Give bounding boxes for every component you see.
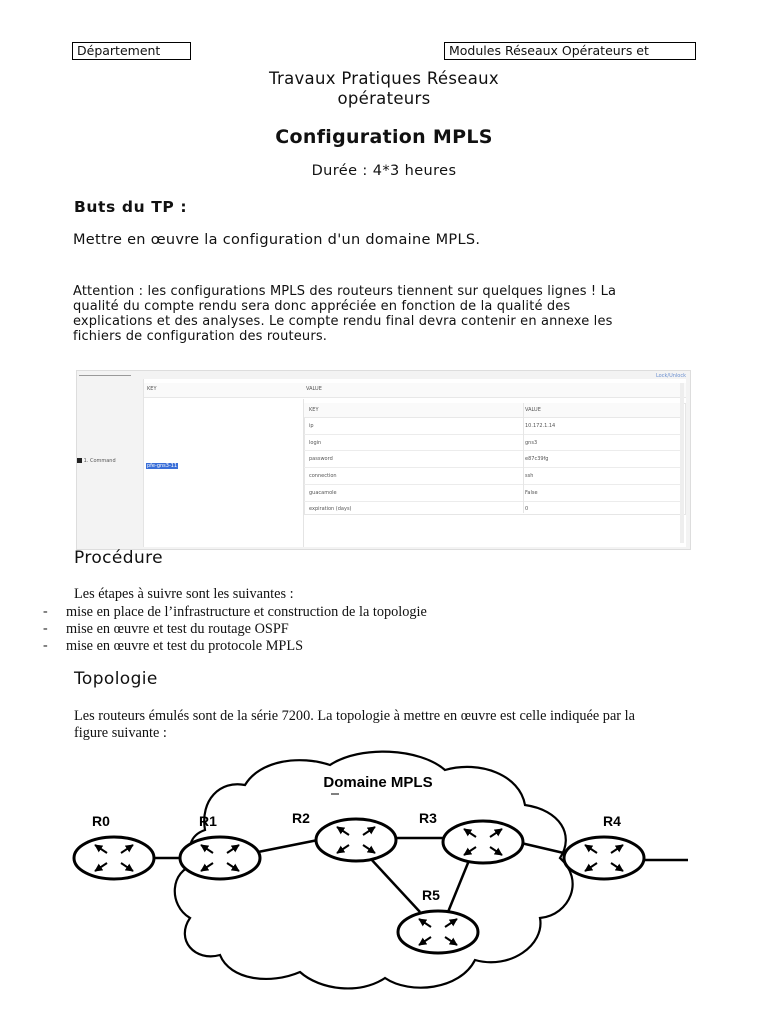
list-bullet: -	[43, 621, 48, 636]
attention-line: qualité du compte rendu sera donc appréciée en fonction de la qualité des	[73, 299, 571, 314]
topologie-heading: Topologie	[74, 669, 158, 689]
router-label-r2: R2	[292, 810, 310, 826]
checkbox-icon[interactable]	[77, 458, 82, 463]
screenshot-tab-line	[79, 371, 131, 376]
router-label-r3: R3	[419, 810, 437, 826]
column-divider	[523, 403, 524, 513]
row-key: ip	[309, 423, 314, 429]
topologie-text-line: Les routeurs émulés sont de la série 7200. La topologie à mettre en œuvre est celle indiquée par la	[74, 708, 635, 724]
left-item-label: 1. Command	[83, 458, 116, 464]
table-header	[144, 383, 686, 398]
link-r3-r5	[448, 858, 470, 912]
row-key: login	[309, 440, 322, 446]
procedure-item: mise en œuvre et test du protocole MPLS	[66, 638, 304, 654]
router-icon	[74, 837, 154, 879]
topologie-text	[74, 708, 714, 742]
list-bullet: -	[43, 604, 48, 619]
table-row	[304, 468, 684, 485]
value-header: VALUE	[306, 386, 322, 392]
row-value: 0	[525, 506, 529, 512]
attention-line: explications et des analyses. Le compte rendu final devra contenir en annexe les	[73, 314, 613, 329]
procedure-heading: Procédure	[74, 548, 164, 568]
lock-link[interactable]: Lock/Unlock	[655, 373, 686, 379]
department-label: Département	[72, 42, 191, 60]
main-title: Configuration MPLS	[275, 126, 493, 148]
attention-line: Attention : les configurations MPLS des routeurs tiennent sur quelques lignes ! La	[73, 284, 617, 299]
procedure-item: mise en place de l’infrastructure et construction de la topologie	[66, 604, 427, 620]
router-icon	[443, 821, 523, 863]
buts-heading: Buts du TP :	[74, 198, 188, 216]
list-bullet: -	[43, 638, 48, 653]
row-key: password	[309, 456, 333, 462]
table-row	[304, 485, 684, 502]
table-row	[304, 418, 684, 435]
duration: Durée : 4*3 heures	[311, 163, 457, 179]
router-icon	[316, 819, 396, 861]
router-icon	[398, 911, 478, 953]
attention-paragraph	[73, 284, 691, 344]
screenshot-left-item[interactable]	[77, 458, 137, 464]
topologie-text-line: figure suivante :	[74, 725, 167, 741]
router-label-r0: R0	[92, 813, 110, 829]
embedded-screenshot	[76, 370, 691, 550]
mpls-topology-diagram	[0, 740, 768, 1024]
table-row	[304, 451, 684, 468]
router-label-r4: R4	[603, 813, 621, 829]
key-column	[144, 399, 304, 547]
row-value: gns3	[525, 440, 538, 446]
row-value: False	[525, 490, 538, 496]
router-icon	[564, 837, 644, 879]
row-value: 10.172.1.14	[525, 423, 556, 429]
inner-value-header: VALUE	[525, 407, 541, 413]
inner-key-header: KEY	[309, 407, 319, 413]
router-label-r1: R1	[199, 813, 217, 829]
module-label: Modules Réseaux Opérateurs et	[444, 42, 696, 60]
row-key: guacamole	[309, 490, 337, 496]
attention-line: fichiers de configuration des routeurs.	[73, 329, 328, 344]
router-icon	[180, 837, 260, 879]
link-r2-r5	[370, 858, 420, 912]
doc-title-line1: Travaux Pratiques Réseaux	[269, 69, 499, 88]
row-value: ssh	[525, 473, 534, 479]
inner-header	[304, 403, 684, 418]
router-label-r5: R5	[422, 887, 440, 903]
link-r3-r4	[521, 843, 568, 854]
row-key: connection	[309, 473, 337, 479]
procedure-intro: Les étapes à suivre sont les suivantes :	[74, 586, 294, 602]
row-key: expiration (days)	[309, 506, 352, 512]
key-header: KEY	[147, 386, 157, 392]
selected-key[interactable]: pfe-gns3-11	[147, 463, 178, 469]
domain-label: Domaine MPLS	[323, 774, 433, 791]
screenshot-table	[143, 379, 686, 547]
buts-text: Mettre en œuvre la configuration d'un domaine MPLS.	[73, 232, 481, 248]
procedure-item: mise en œuvre et test du routage OSPF	[66, 621, 289, 637]
row-value: e87c39fg	[525, 456, 549, 462]
table-row	[304, 434, 684, 451]
doc-title-line2: opérateurs	[337, 89, 431, 108]
link-r1-r2	[258, 840, 318, 852]
scrollbar[interactable]	[680, 383, 684, 543]
